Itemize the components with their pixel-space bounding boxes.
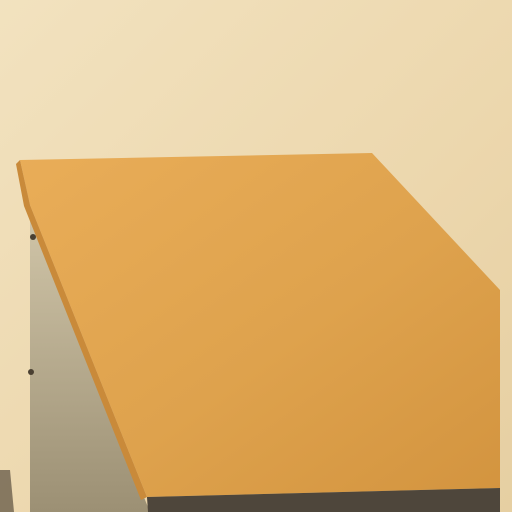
screw-icon xyxy=(28,369,34,375)
screw-icon xyxy=(30,234,36,240)
